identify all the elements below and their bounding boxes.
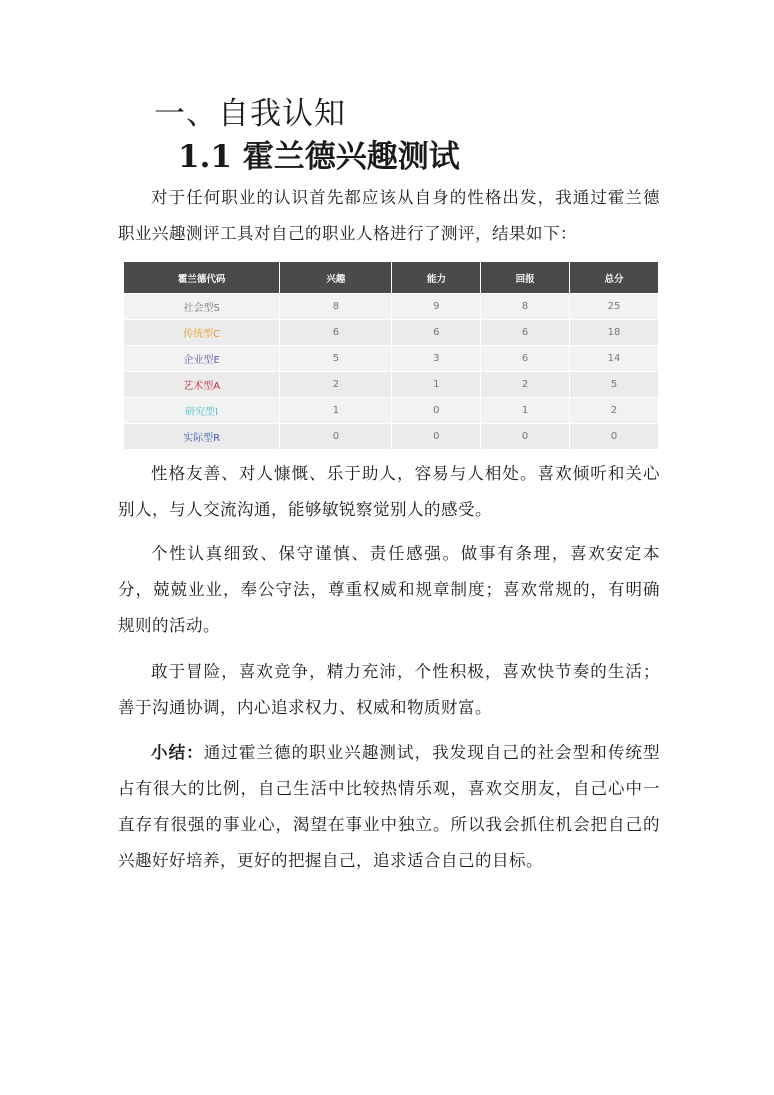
row-reward: 0 [481,424,570,450]
header-interest: 兴趣 [280,262,392,294]
row-ability: 6 [392,320,481,346]
row-ability: 0 [392,424,481,450]
table-row [124,294,658,320]
row-reward: 6 [481,320,570,346]
row-code: 传统型C [124,320,280,346]
row-ability: 1 [392,372,481,398]
row-interest: 2 [280,372,392,398]
row-total: 5 [570,372,659,398]
intro-paragraph: 对于任何职业的认识首先都应该从自身的性格出发，我通过霍兰德职业兴趣测评工具对自己的职业人格进行了测评，结果如下： [118,188,660,243]
row-interest: 0 [280,424,392,450]
table-row [124,398,658,424]
personality-paragraph-social: 性格友善、对人慷慨、乐于助人，容易与人相处。喜欢倾听和关心别人，与人交流沟通，能够敏锐察觉别人的感受。 [118,464,660,519]
row-total: 0 [570,424,659,450]
row-interest: 1 [280,398,392,424]
row-code: 企业型E [124,346,280,372]
row-total: 14 [570,346,659,372]
subsection-heading: 1.1 霍兰德兴趣测试 [178,139,460,175]
header-ability: 能力 [392,262,481,294]
row-ability: 9 [392,294,481,320]
section-heading: 一、自我认知 [154,96,346,132]
row-interest: 5 [280,346,392,372]
summary-text: 通过霍兰德的职业兴趣测试，我发现自己的社会型和传统型占有很大的比例，自己生活中比较热情乐观，喜欢交朋友，自己心中一直存有很强的事业心，渴望在事业中独立。所以我会抓住机会把自己的兴趣好好培养，更好的把握自己，追求适合自己的目标。 [118,743,661,870]
header-total: 总分 [570,262,659,294]
row-total: 18 [570,320,659,346]
table-row [124,424,658,450]
row-interest: 6 [280,320,392,346]
row-total: 25 [570,294,659,320]
personality-paragraph-conventional: 个性认真细致、保守谨慎、责任感强。做事有条理，喜欢安定本分，兢兢业业，奉公守法，尊重权威和规章制度；喜欢常规的，有明确规则的活动。 [118,544,660,635]
row-total: 2 [570,398,659,424]
row-code: 艺术型A [124,372,280,398]
row-interest: 8 [280,294,392,320]
row-reward: 8 [481,294,570,320]
table-row [124,372,658,398]
row-code: 社会型S [124,294,280,320]
row-ability: 3 [392,346,481,372]
row-reward: 2 [481,372,570,398]
summary-label: 小结： [151,743,204,762]
row-reward: 1 [481,398,570,424]
row-reward: 6 [481,346,570,372]
header-code: 霍兰德代码 [124,262,280,294]
table-row [124,320,658,346]
holland-score-table [124,262,658,449]
row-code: 实际型R [124,424,280,450]
header-reward: 回报 [481,262,570,294]
row-ability: 0 [392,398,481,424]
row-code: 研究型I [124,398,280,424]
personality-paragraph-enterprising: 敢于冒险，喜欢竞争，精力充沛，个性积极，喜欢快节奏的生活；善于沟通协调，内心追求权力、权威和物质财富。 [118,662,660,717]
table-header-row [124,262,658,294]
summary-paragraph [118,735,660,879]
table-row [124,346,658,372]
